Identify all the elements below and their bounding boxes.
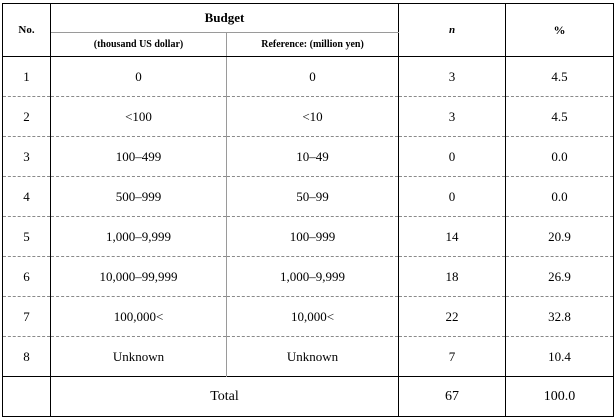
cell-percent: 0.0 xyxy=(506,137,614,177)
cell-no: 8 xyxy=(3,337,51,377)
header-yen: Reference: (million yen) xyxy=(227,33,399,57)
cell-yen: Unknown xyxy=(227,337,399,377)
cell-no: 2 xyxy=(3,97,51,137)
table-row xyxy=(3,137,614,177)
cell-percent: 32.8 xyxy=(506,297,614,337)
table-row xyxy=(3,177,614,217)
cell-yen: 1,000–9,999 xyxy=(227,257,399,297)
total-percent: 100.0 xyxy=(506,377,614,417)
cell-usd: 500–999 xyxy=(51,177,227,217)
budget-table xyxy=(2,3,614,417)
header-n: n xyxy=(399,4,506,57)
cell-percent: 10.4 xyxy=(506,337,614,377)
cell-yen: 50–99 xyxy=(227,177,399,217)
cell-usd: 1,000–9,999 xyxy=(51,217,227,257)
cell-yen: 0 xyxy=(227,57,399,97)
cell-percent: 4.5 xyxy=(506,57,614,97)
cell-n: 18 xyxy=(399,257,506,297)
cell-n: 22 xyxy=(399,297,506,337)
cell-usd: 100,000< xyxy=(51,297,227,337)
total-label: Total xyxy=(51,377,399,417)
cell-no: 4 xyxy=(3,177,51,217)
cell-yen: 10–49 xyxy=(227,137,399,177)
cell-yen: 10,000< xyxy=(227,297,399,337)
table-row xyxy=(3,337,614,377)
header-usd: (thousand US dollar) xyxy=(51,33,227,57)
table-row xyxy=(3,297,614,337)
total-n: 67 xyxy=(399,377,506,417)
cell-percent: 0.0 xyxy=(506,177,614,217)
cell-n: 0 xyxy=(399,137,506,177)
cell-n: 7 xyxy=(399,337,506,377)
cell-no: 1 xyxy=(3,57,51,97)
table-row xyxy=(3,217,614,257)
cell-usd: 10,000–99,999 xyxy=(51,257,227,297)
header-row xyxy=(3,4,614,33)
cell-n: 3 xyxy=(399,97,506,137)
table-row xyxy=(3,257,614,297)
cell-no: 7 xyxy=(3,297,51,337)
table-row xyxy=(3,57,614,97)
cell-usd: 100–499 xyxy=(51,137,227,177)
cell-usd: 0 xyxy=(51,57,227,97)
cell-n: 14 xyxy=(399,217,506,257)
cell-no: 3 xyxy=(3,137,51,177)
cell-percent: 26.9 xyxy=(506,257,614,297)
header-no: No. xyxy=(3,4,51,57)
cell-no: 6 xyxy=(3,257,51,297)
table-row xyxy=(3,97,614,137)
cell-usd: <100 xyxy=(51,97,227,137)
cell-usd: Unknown xyxy=(112,348,165,364)
total-row xyxy=(3,377,614,417)
cell-no xyxy=(3,377,51,417)
cell-yen: <10 xyxy=(227,97,399,137)
cell-yen: 100–999 xyxy=(227,217,399,257)
cell-n: 3 xyxy=(399,57,506,97)
cell-n: 0 xyxy=(399,177,506,217)
header-percent: % xyxy=(506,4,614,57)
header-budget: Budget xyxy=(51,4,399,33)
cell-no: 5 xyxy=(3,217,51,257)
cell-percent: 20.9 xyxy=(506,217,614,257)
cell-percent: 4.5 xyxy=(506,97,614,137)
